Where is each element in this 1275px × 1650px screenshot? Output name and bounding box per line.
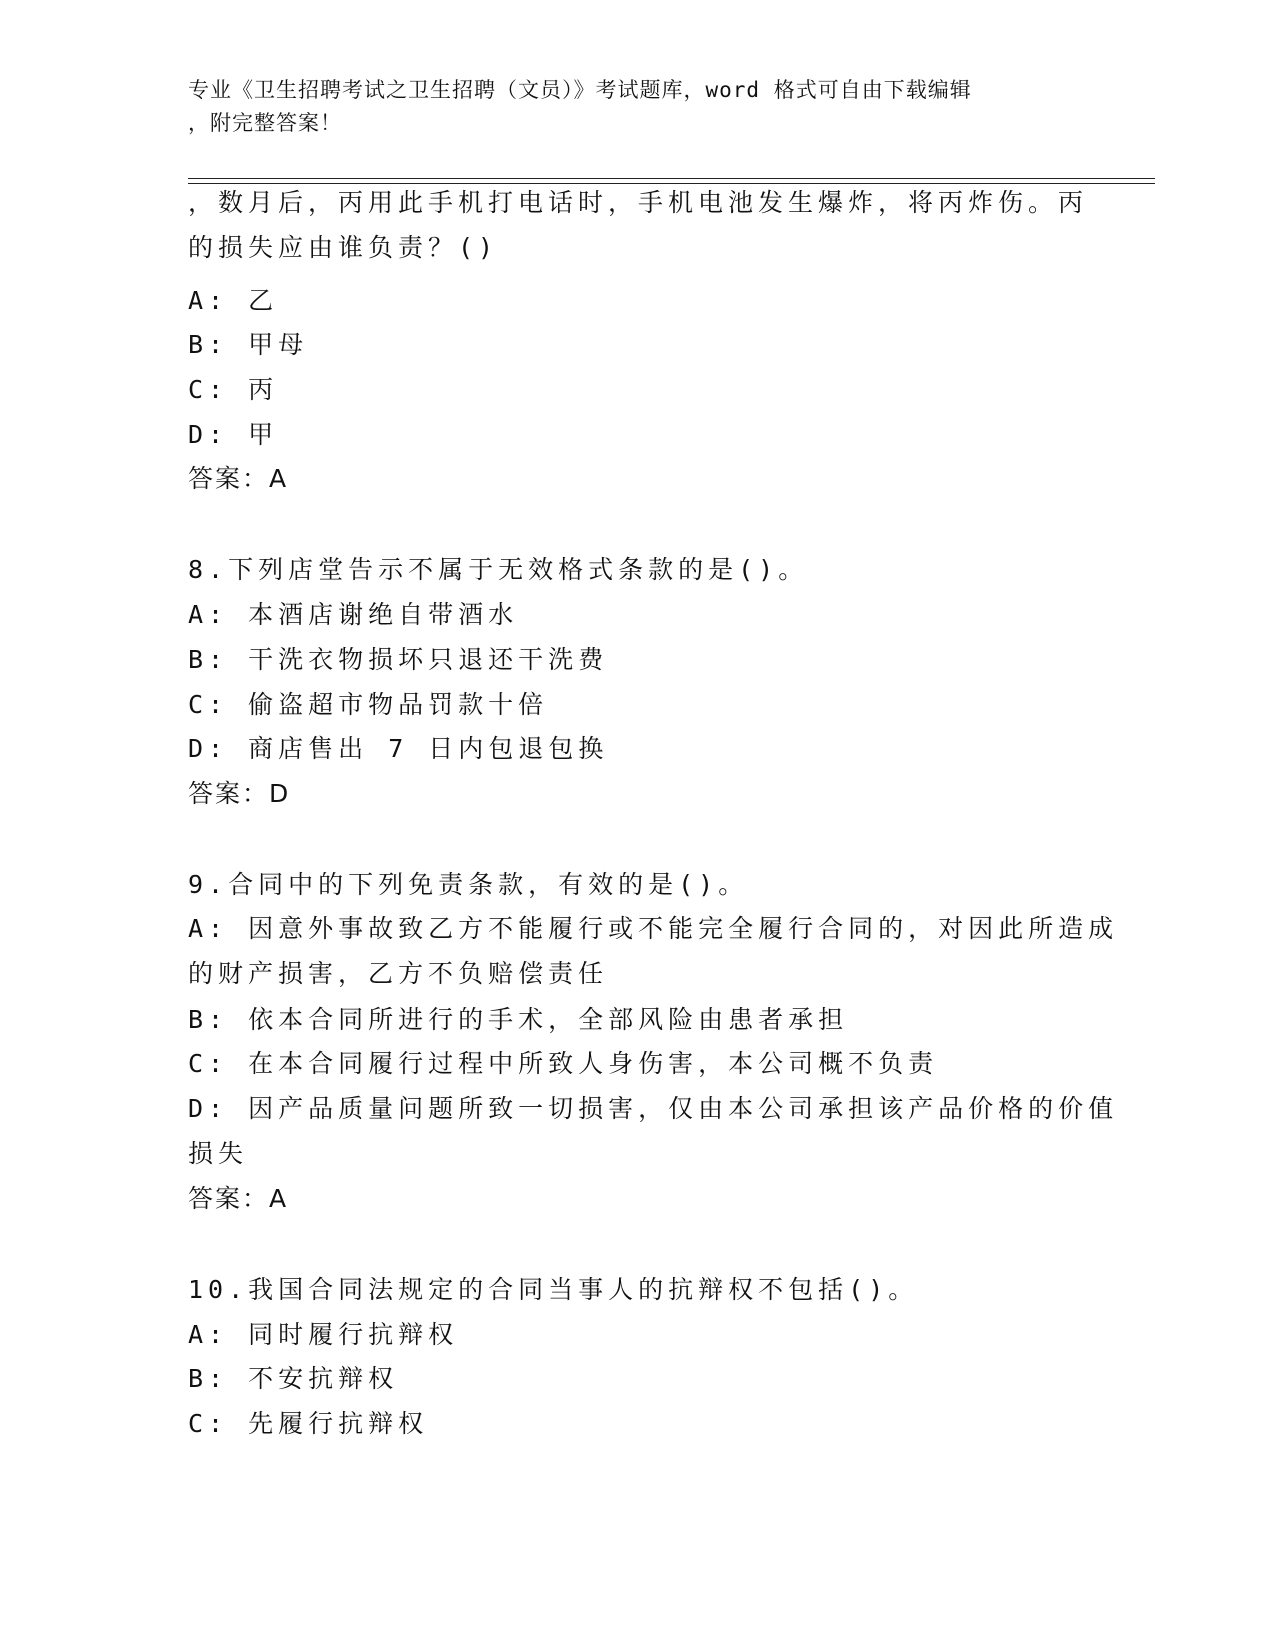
q9-option-d-line-2: 损失 [188,1139,249,1168]
q8-answer: 答案：D [188,779,291,808]
q8-stem: 8.下列店堂告示不属于无效格式条款的是()。 [188,555,809,584]
q7-stem-line-1: ，数月后，丙用此手机打电话时，手机电池发生爆炸，将丙炸伤。丙 [188,188,1089,217]
q10-option-a: A: 同时履行抗辩权 [188,1320,459,1349]
q9-answer: 答案：A [188,1184,289,1213]
q9-option-d-line-1: D: 因产品质量问题所致一切损害，仅由本公司承担该产品价格的价值 [188,1094,1119,1123]
q9-option-c: C: 在本合同履行过程中所致人身伤害，本公司概不负责 [188,1049,939,1078]
header-title-line-1: 专业《卫生招聘考试之卫生招聘（文员）》考试题库，word 格式可自由下载编辑 [188,78,972,102]
q7-option-d: D: 甲 [188,420,279,449]
q10-option-c: C: 先履行抗辩权 [188,1409,429,1438]
q9-option-b: B: 依本合同所进行的手术，全部风险由患者承担 [188,1005,849,1034]
header-divider-bottom [188,183,1155,184]
header-title-line-2: ，附完整答案！ [188,111,342,135]
q7-answer: 答案：A [188,464,289,493]
q8-option-a: A: 本酒店谢绝自带酒水 [188,600,519,629]
q8-option-c: C: 偷盗超市物品罚款十倍 [188,690,549,719]
q7-stem-line-2: 的损失应由谁负责？() [188,233,499,262]
q7-option-c: C: 丙 [188,375,279,404]
q7-option-a: A: 乙 [188,286,279,315]
header-divider-top [188,178,1155,179]
document-header [188,74,1068,140]
q8-option-b: B: 干洗衣物损坏只退还干洗费 [188,645,609,674]
q8-option-d: D: 商店售出 7 日内包退包换 [188,734,609,763]
q9-option-a-line-1: A: 因意外事故致乙方不能履行或不能完全履行合同的，对因此所造成 [188,914,1119,943]
q10-stem: 10.我国合同法规定的合同当事人的抗辩权不包括()。 [188,1275,919,1304]
q7-option-b: B: 甲母 [188,330,309,359]
q10-option-b: B: 不安抗辩权 [188,1364,399,1393]
q9-option-a-line-2: 的财产损害，乙方不负赔偿责任 [188,959,609,988]
q9-stem: 9.合同中的下列免责条款，有效的是()。 [188,870,749,899]
